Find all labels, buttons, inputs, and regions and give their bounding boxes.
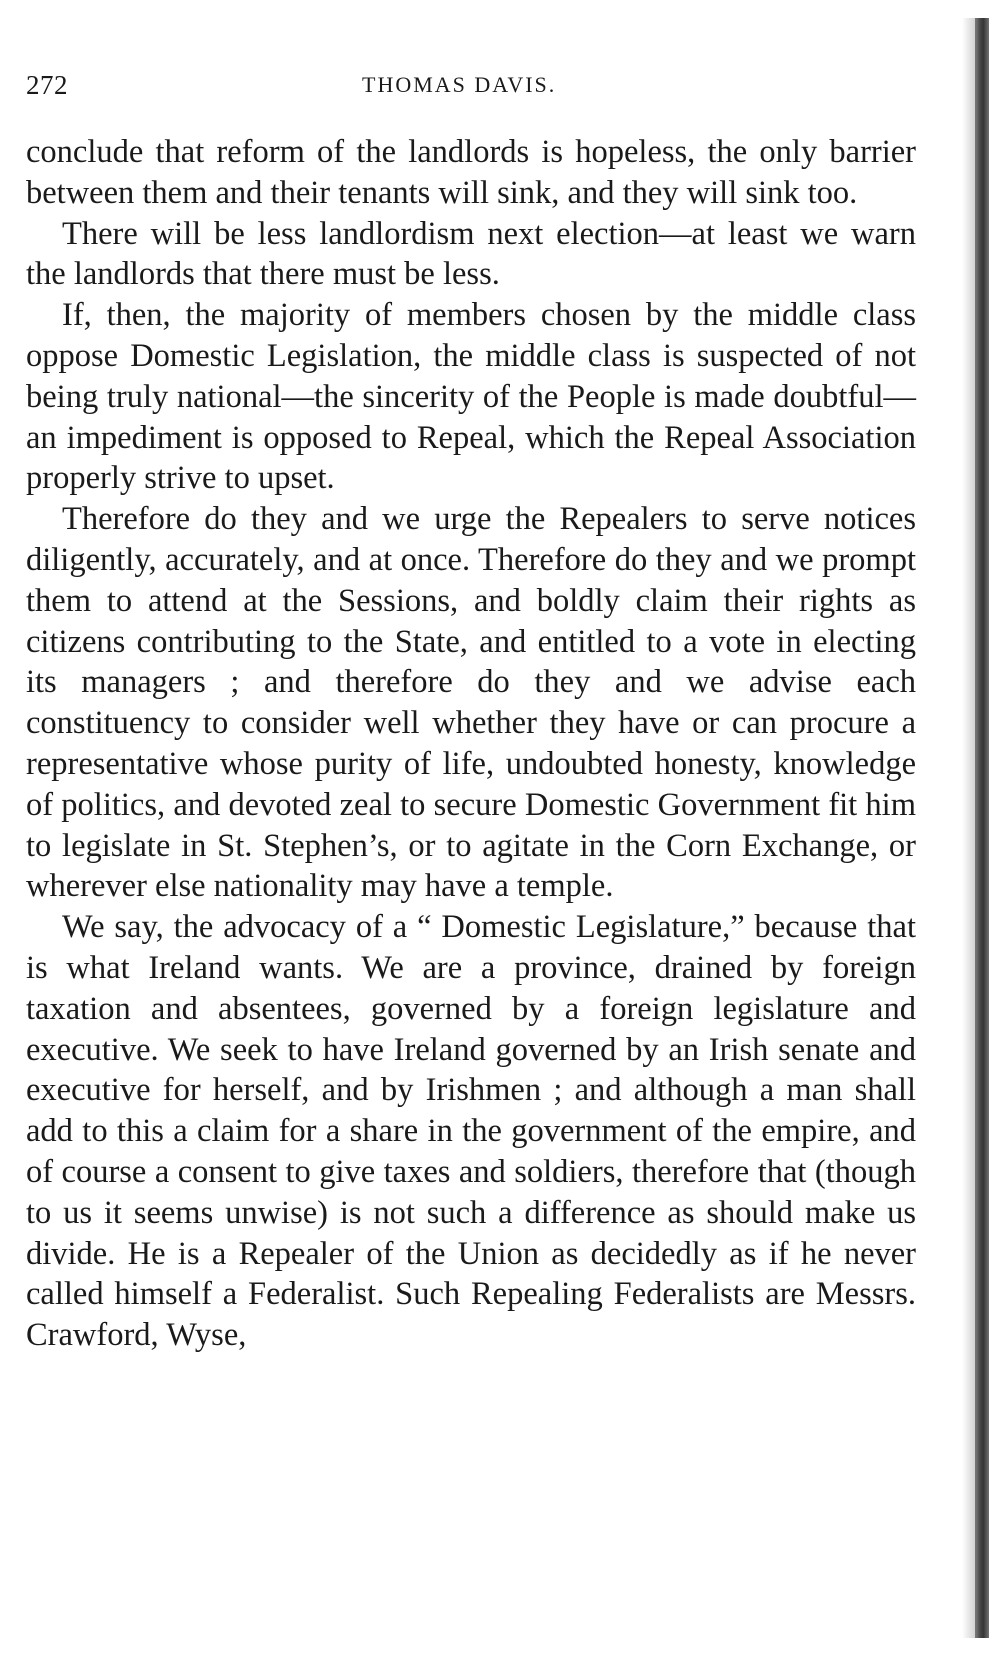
paragraph: Therefore do they and we urge the Repealers to serve notices diligently, accurately, and at once. Therefore do they and we prompt them to attend at the Sessions, and boldly claim their rights as citizens contributing to the State, and entitled to a vote in electing its managers ; and therefore do they and we advise each constituency to consider well whether they have or can procure a representative whose purity of life, undoubted honesty, knowledge of politics, and devoted zeal to secure Domestic Government fit him to legislate in St. Stephen’s, or to agitate in the Corn Exchange, or wherever else nationality may have a temple. <box>26 501 916 905</box>
paragraph: If, then, the majority of members chosen by the middle class oppose Domestic Legislation, the middle class is suspected of not being truly national—the sincerity of the People is made doubtful—an impediment is opposed to Repeal, which the Repeal Association properly strive to upset. <box>26 297 916 497</box>
running-head: THOMAS DAVIS. <box>362 72 557 97</box>
paragraph: We say, the advocacy of a “ Domestic Legislature,” because that is what Ireland wants. We are a province, drained by foreign taxation and absentees, governed by a foreign legislature and executive. We seek to have Ireland governed by an Irish senate and executive for herself, and by Irishmen ; and although a man shall add to this a claim for a share in the government of the empire, and of course a consent to give taxes and soldiers, therefore that (though to us it seems unwise) is not such a difference as should make us divide. He is a Repealer of the Union as decidedly as if he never called himself a Federalist. Such Repealing Federalists are Messrs. Crawford, Wyse, <box>26 909 916 1354</box>
paragraph: There will be less landlordism next election—at least we warn the landlords that there must be less. <box>26 215 916 293</box>
page-header <box>26 70 916 106</box>
binding-edge <box>975 18 989 1638</box>
page-number: 272 <box>26 70 68 100</box>
binding-shadow <box>962 18 976 1638</box>
body-text <box>26 132 916 1356</box>
paragraph-continued: conclude that reform of the landlords is hopeless, the only barrier between them and their tenants will sink, and they will sink too. <box>26 134 916 211</box>
